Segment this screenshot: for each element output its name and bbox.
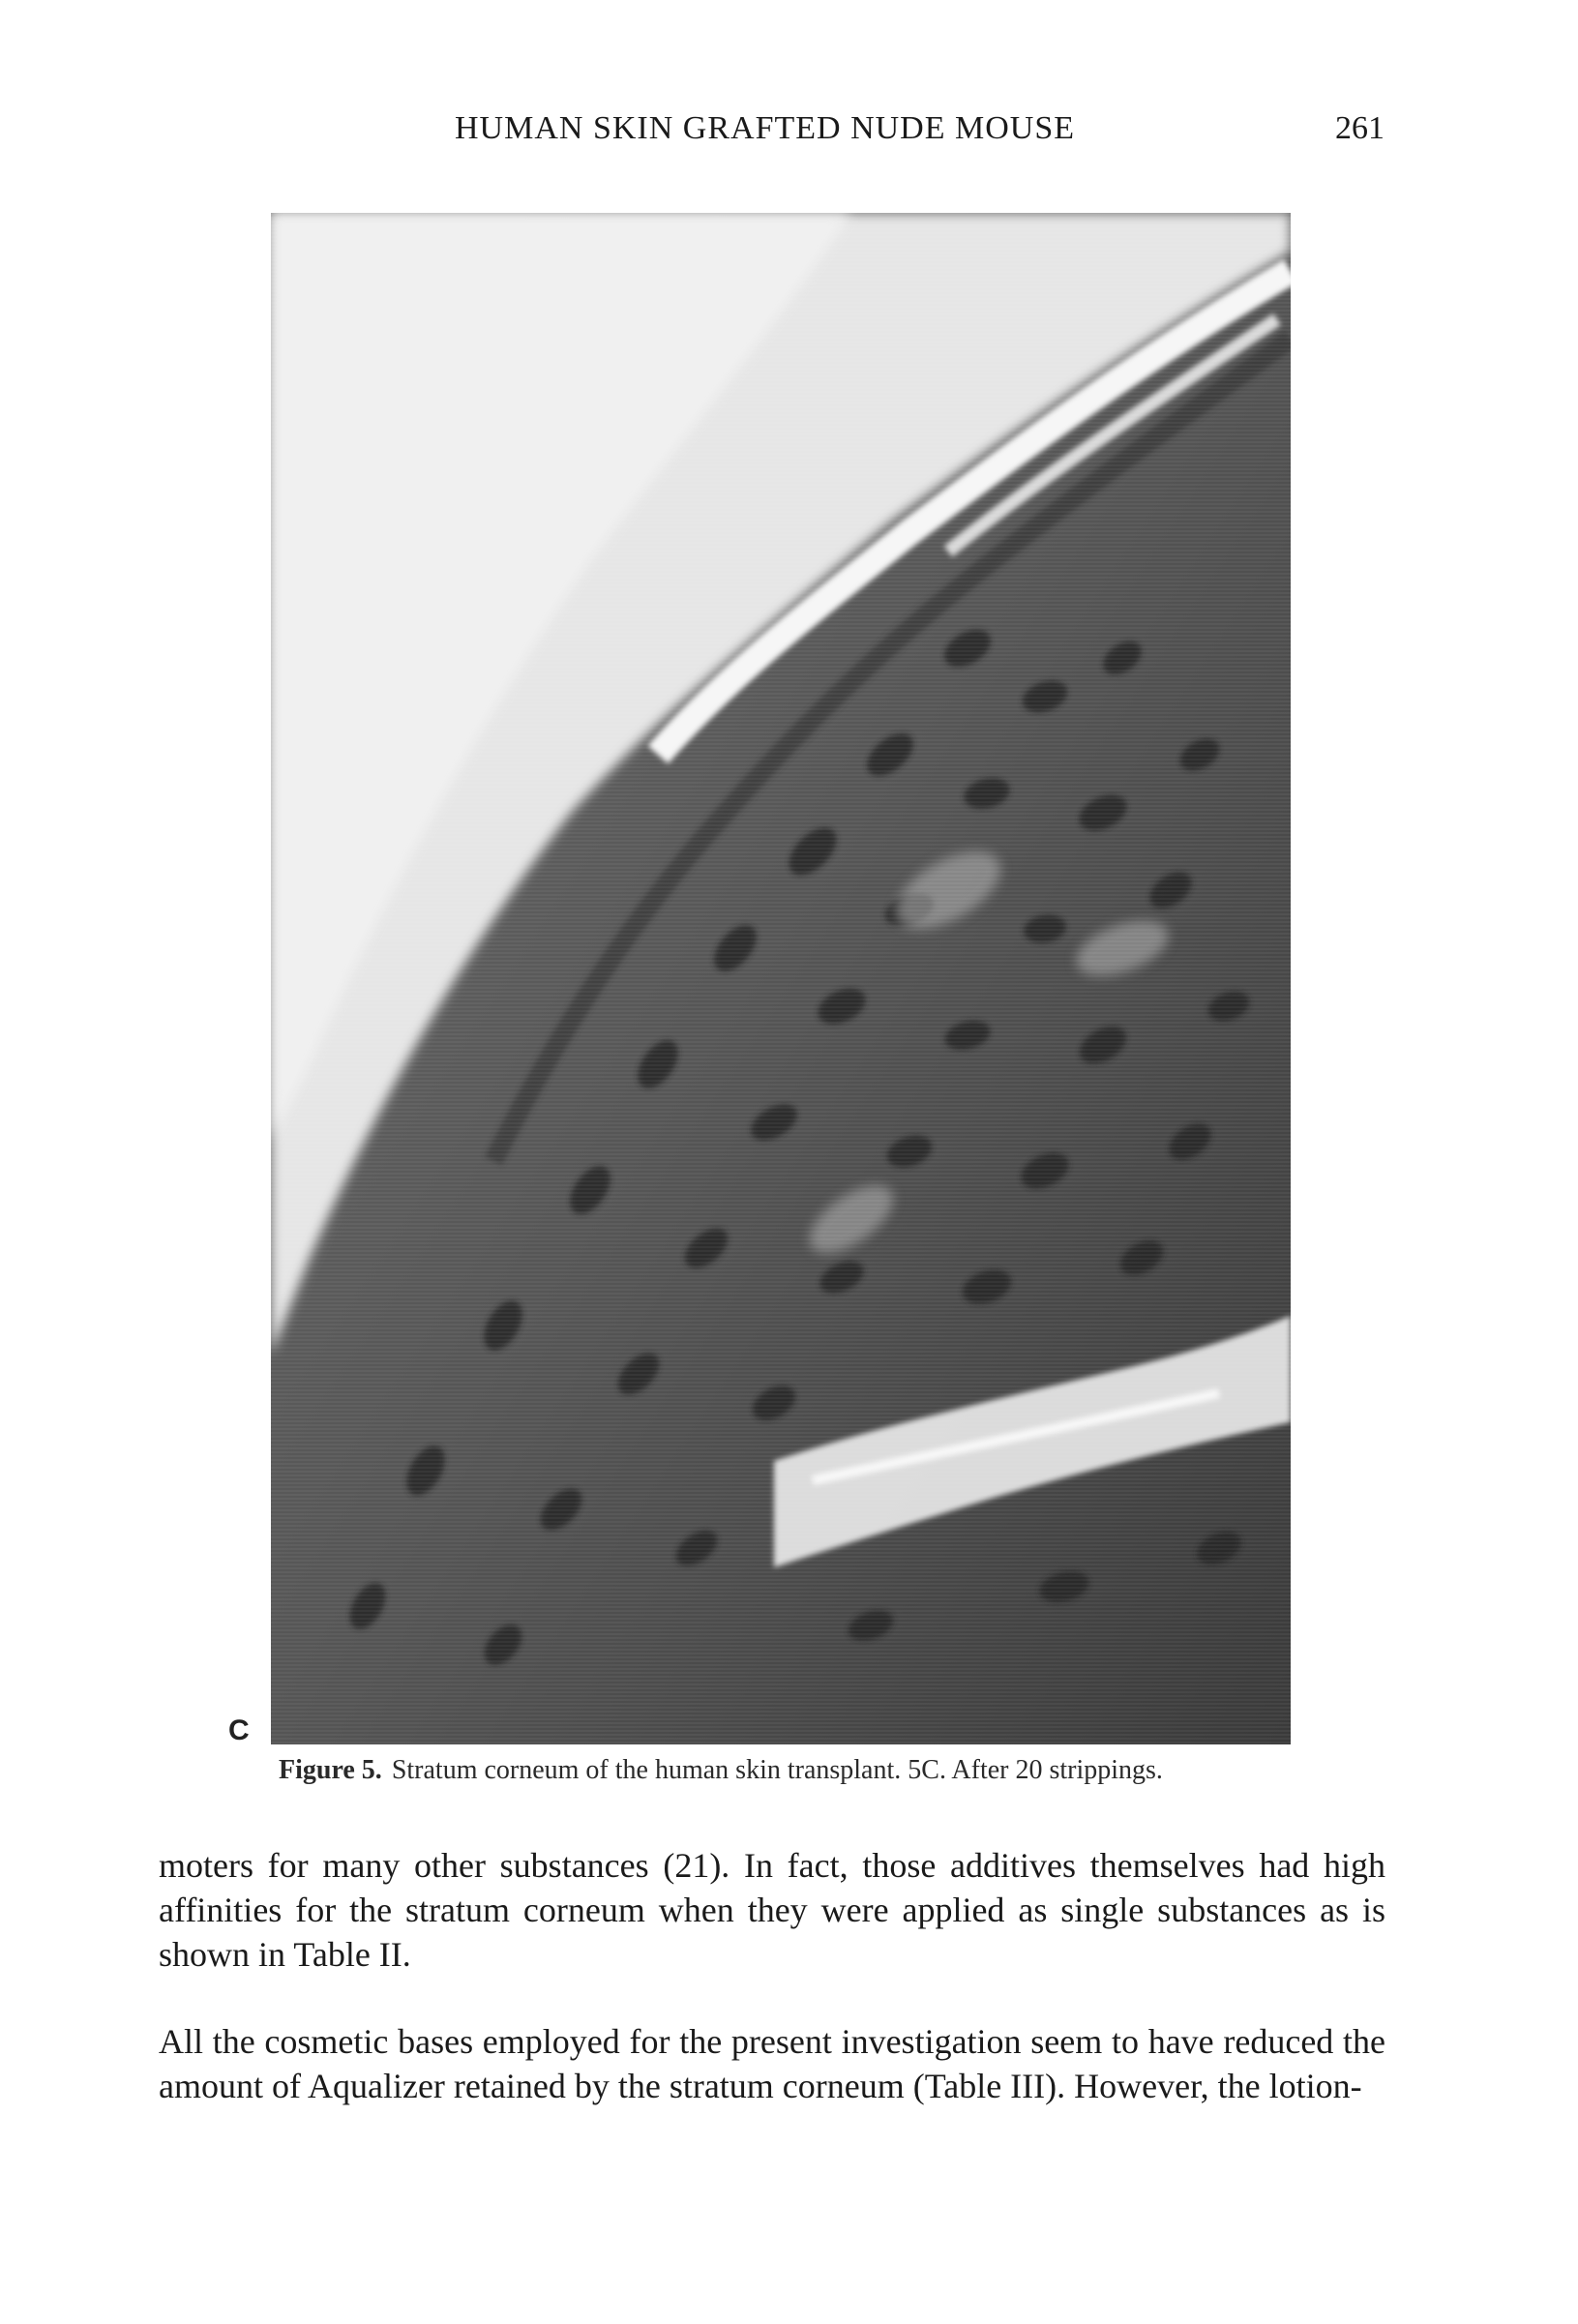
- figure-label: Figure 5.: [279, 1755, 382, 1785]
- body-paragraph: moters for many other substances (21). In fact, those additives themselves had high affinities for the stratum corneum when they were applied as single substances as is shown in Table II.: [159, 1846, 1385, 1974]
- body-paragraph: All the cosmetic bases employed for the present investigation seem to have reduced the amount of Aqualizer retained by the stratum corneum (Table III). However, the lotion-: [159, 2022, 1385, 2105]
- micrograph-image: [271, 213, 1291, 1744]
- page-number: 261: [1335, 110, 1384, 146]
- panel-label: C: [228, 1714, 250, 1746]
- running-title: HUMAN SKIN GRAFTED NUDE MOUSE: [455, 110, 1076, 146]
- figure-caption: [279, 1755, 1163, 1786]
- figure-caption-text: Stratum corneum of the human skin transplant. 5C. After 20 strippings.: [391, 1755, 1163, 1785]
